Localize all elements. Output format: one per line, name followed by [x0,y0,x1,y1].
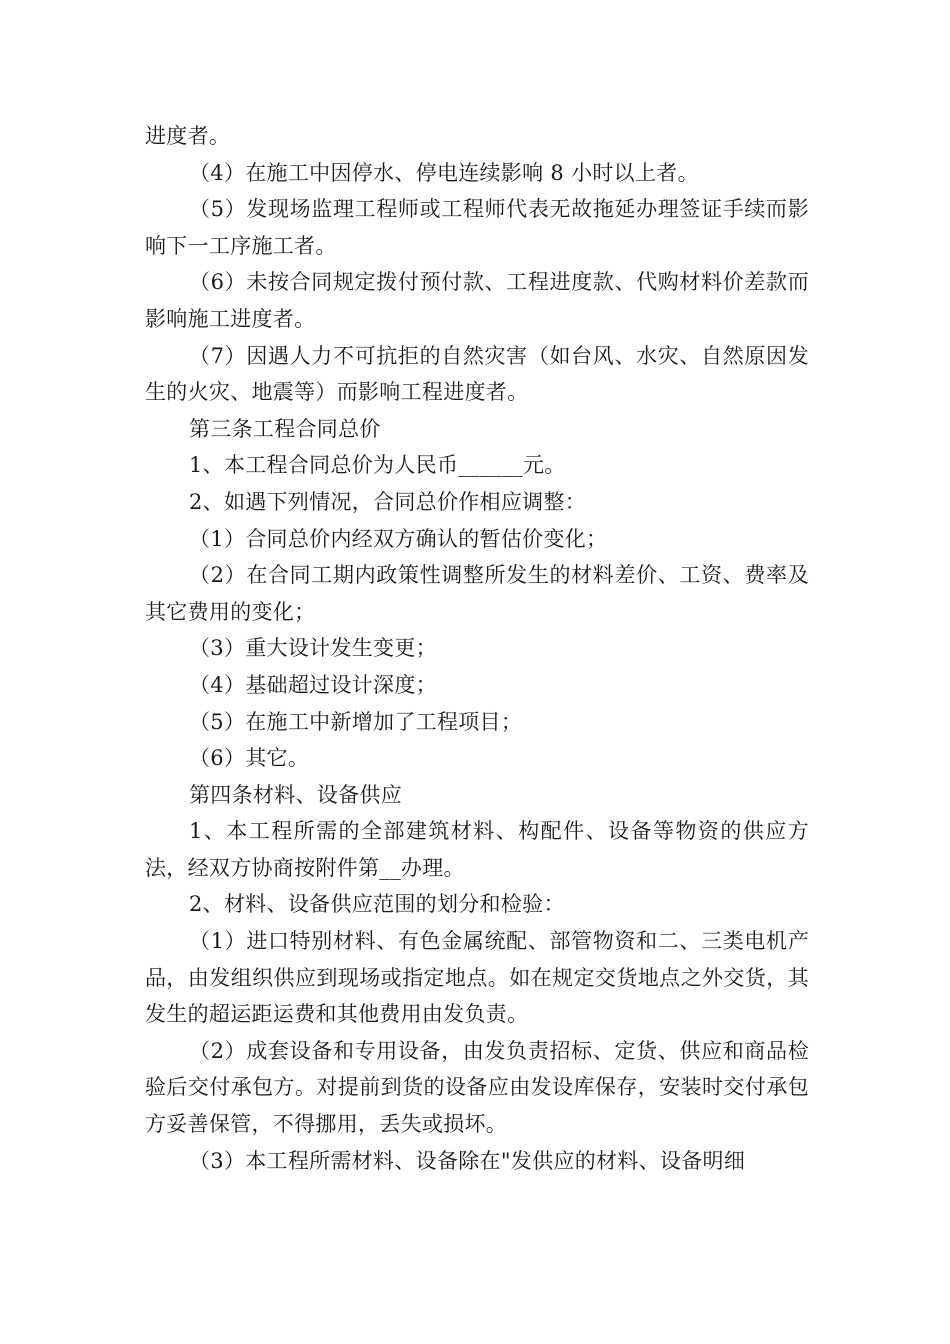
paragraph-4: （6）未按合同规定拨付预付款、工程进度款、代购材料价差款而影响施工进度者。 [145,270,809,331]
paragraph-1: 进度者。 [145,124,231,148]
document-body [145,118,809,1179]
paragraph-19: （2）成套设备和专用设备，由发负责招标、定货、供应和商品检验后交付承包方。对提前到货的设备应由发设库保存，安装时交付承包方妥善保管，不得挪用，丢失或损坏。 [145,1038,809,1137]
section-heading-3: 第三条工程合同总价 [189,416,381,441]
paragraph-13: （5）在施工中新增加了工程项目； [189,709,523,734]
paragraph-9: （1）合同总价内经双方确认的暂估价变化； [189,526,608,551]
paragraph-8: 2、如遇下列情况，合同总价作相应调整： [189,489,587,514]
paragraph-7: 1、本工程合同总价为人民币______元。 [189,453,566,478]
paragraph-3: （5）发现场监理工程师或工程师代表无故拖延办理签证手续而影响下一工序施工者。 [145,197,809,258]
paragraph-12: （4）基础超过设计深度； [189,672,437,697]
section-heading-4: 第四条材料、设备供应 [189,782,402,807]
paragraph-17: 2、材料、设备供应范围的划分和检验： [189,892,565,917]
paragraph-10: （2）在合同工期内政策性调整所发生的材料差价、工资、费率及其它费用的变化； [145,563,809,624]
paragraph-11: （3）重大设计发生变更； [189,636,437,661]
paragraph-18: （1）进口特别材料、有色金属统配、部管物资和二、三类电机产品，由发组织供应到现场或指定地点。如在规定交货地点之外交货，其发生的超运距运费和其他费用由发负责。 [145,929,809,1027]
paragraph-5: （7）因遇人力不可抗拒的自然灾害（如台风、水灾、自然原因发生的火灾、地震等）而影响工程进度者。 [145,343,809,405]
paragraph-20: （3）本工程所需材料、设备除在"发供应的材料、设备明细 [189,1148,746,1173]
paragraph-2: （4）在施工中因停水、停电连续影响 8 小时以上者。 [189,160,699,185]
paragraph-14: （6）其它。 [189,746,310,771]
paragraph-16: 1、本工程所需的全部建筑材料、构配件、设备等物资的供应方法，经双方协商按附件第__办理。 [145,819,809,880]
